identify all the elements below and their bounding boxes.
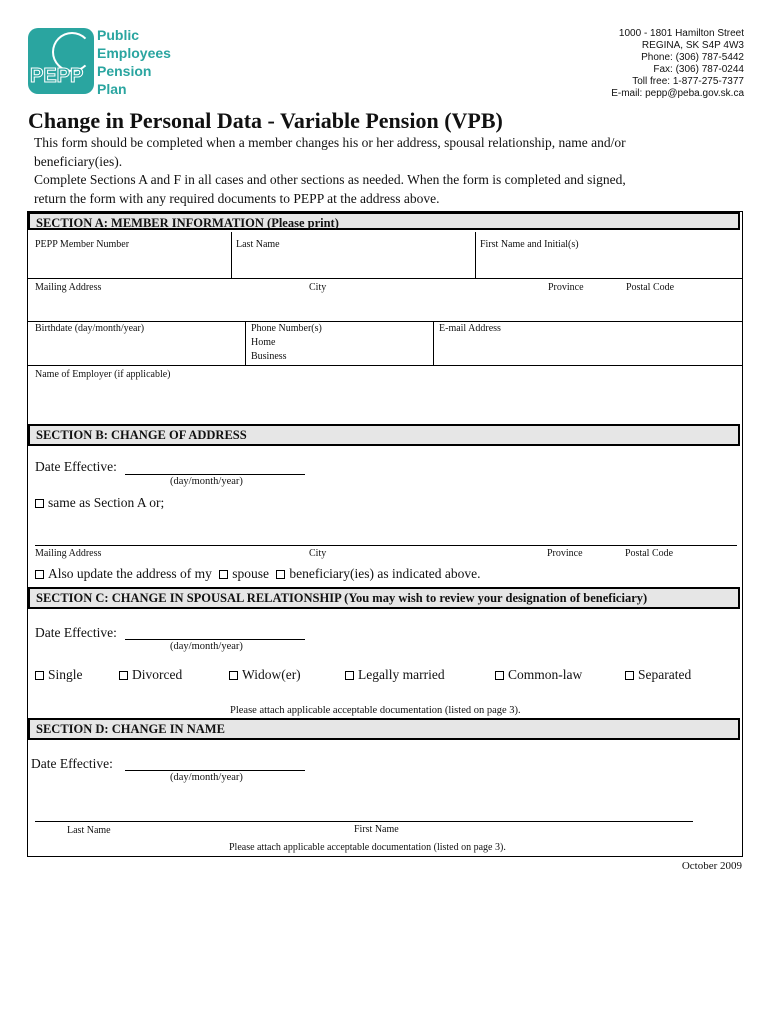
tollfree-line: Toll free: 1-877-275-7377 <box>632 76 744 87</box>
org-line: Pension <box>97 63 152 79</box>
employer-label: Name of Employer (if applicable) <box>35 369 171 380</box>
spouse-label: spouse <box>232 566 269 581</box>
option-divorced[interactable] <box>119 667 182 683</box>
organization-name <box>97 26 171 98</box>
contact-address <box>611 28 744 100</box>
checkbox-icon[interactable] <box>35 499 44 508</box>
org-line: Employees <box>97 45 171 61</box>
d-last-name-label: Last Name <box>67 825 111 836</box>
option-label: Separated <box>638 667 692 682</box>
phone-line: Phone: (306) 787-5442 <box>641 52 744 63</box>
fax-line: Fax: (306) 787-0244 <box>653 64 744 75</box>
org-line: Plan <box>97 81 127 97</box>
option-widower[interactable] <box>229 667 301 683</box>
checkbox-icon[interactable] <box>229 671 238 680</box>
form-body <box>27 211 743 857</box>
option-common-law[interactable] <box>495 667 582 683</box>
b-city-label: City <box>309 548 327 559</box>
option-single[interactable] <box>35 667 83 683</box>
option-separated[interactable] <box>625 667 691 683</box>
same-as-label: same as Section A or; <box>48 495 165 510</box>
birthdate-label: Birthdate (day/month/year) <box>35 323 145 334</box>
postal-code-label: Postal Code <box>626 282 675 293</box>
option-label: Common-law <box>508 667 583 682</box>
mailing-address-line[interactable] <box>35 545 737 546</box>
option-label: Single <box>48 667 83 682</box>
intro-line: Complete Sections A and F in all cases and other sections as needed. When the form is completed and signed, <box>34 172 626 187</box>
spouse-checkbox[interactable] <box>219 570 228 579</box>
option-label: Divorced <box>132 667 183 682</box>
b-province-label: Province <box>547 548 583 559</box>
also-update-row <box>35 566 481 582</box>
intro-line: return the form with any required documents to PEPP at the address above. <box>34 190 440 206</box>
d-documentation-note: Please attach applicable acceptable documentation (listed on page 3). <box>229 842 506 853</box>
name-line[interactable] <box>35 821 693 822</box>
c-documentation-note: Please attach applicable acceptable documentation (listed on page 3). <box>230 705 521 716</box>
last-name-label: Last Name <box>236 239 280 250</box>
checkbox-icon[interactable] <box>35 671 44 680</box>
date-format-hint: (day/month/year) <box>170 476 243 487</box>
beneficiary-checkbox[interactable] <box>276 570 285 579</box>
d-first-name-label: First Name <box>354 824 399 835</box>
option-label: Legally married <box>358 667 445 682</box>
date-effective-label: Date Effective: <box>35 459 117 474</box>
d-date-effective-label: Date Effective: <box>31 756 113 771</box>
section-c-heading: SECTION C: CHANGE IN SPOUSAL RELATIONSHIP (You may wish to review your designation of beneficiary) <box>28 587 740 609</box>
member-number-label: PEPP Member Number <box>35 239 130 250</box>
home-phone-label: Home <box>251 337 276 348</box>
address-line: 1000 - 1801 Hamilton Street <box>618 28 744 39</box>
c-date-effective-label: Date Effective: <box>35 625 117 640</box>
footer-date: October 2009 <box>681 860 742 872</box>
first-name-label: First Name and Initial(s) <box>480 239 579 250</box>
checkbox-icon[interactable] <box>625 671 634 680</box>
address-line: REGINA, SK S4P 4W3 <box>641 40 744 51</box>
mailing-address-label: Mailing Address <box>35 282 102 293</box>
also-update-label: Also update the address of my <box>48 566 212 581</box>
email-label: E-mail Address <box>439 323 501 334</box>
phone-label: Phone Number(s) <box>251 323 322 334</box>
option-label: Widow(er) <box>242 667 301 682</box>
checkbox-icon[interactable] <box>35 570 44 579</box>
section-d-heading: SECTION D: CHANGE IN NAME <box>28 718 740 740</box>
intro-line: beneficiary(ies). <box>34 153 123 169</box>
intro-line: This form should be completed when a member changes his or her address, spousal relationship, name and/or <box>34 135 626 150</box>
province-label: Province <box>548 282 584 293</box>
beneficiaries-label: beneficiary(ies) as indicated above. <box>289 566 481 581</box>
form-intro <box>34 134 734 208</box>
b-postal-code-label: Postal Code <box>625 548 674 559</box>
c-date-format-hint: (day/month/year) <box>170 641 243 652</box>
option-legally-married[interactable] <box>345 667 445 683</box>
b-mailing-address-label: Mailing Address <box>35 548 102 559</box>
checkbox-icon[interactable] <box>119 671 128 680</box>
checkbox-icon[interactable] <box>495 671 504 680</box>
form-title: Change in Personal Data - Variable Pension (VPB) <box>28 108 503 133</box>
city-label: City <box>309 282 327 293</box>
logo-text: PEPP <box>30 65 84 87</box>
email-line: E-mail: pepp@peba.gov.sk.ca <box>611 88 744 99</box>
section-a-heading: SECTION A: MEMBER INFORMATION (Please print) <box>28 212 740 230</box>
business-phone-label: Business <box>251 351 287 362</box>
section-b-heading: SECTION B: CHANGE OF ADDRESS <box>28 424 740 446</box>
pepp-logo <box>28 28 94 94</box>
same-as-option[interactable] <box>35 495 164 511</box>
org-line: Public <box>97 27 140 43</box>
checkbox-icon[interactable] <box>345 671 354 680</box>
d-date-format-hint: (day/month/year) <box>170 772 243 783</box>
